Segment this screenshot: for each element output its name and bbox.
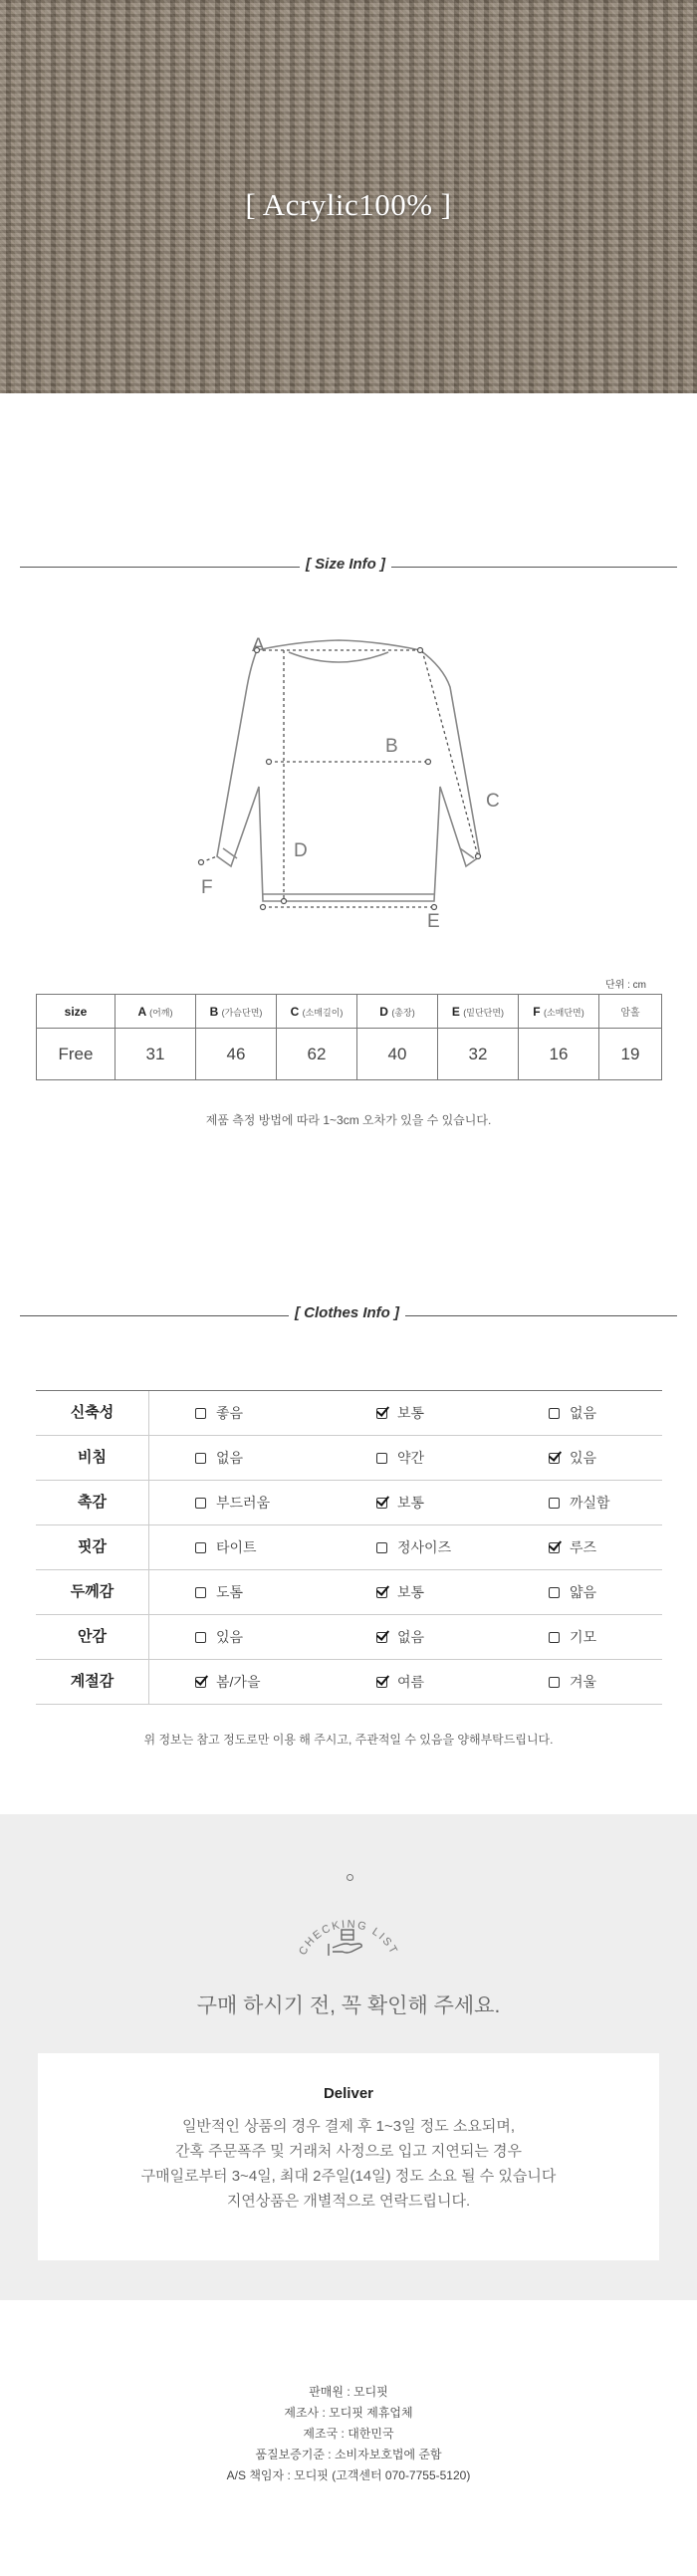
clothes-info-row: [36, 1391, 662, 1436]
clothes-info-option: [195, 1539, 257, 1555]
size-info-heading: [ Size Info ]: [300, 556, 391, 573]
option-label: 봄/가을: [216, 1674, 261, 1690]
deliver-line: 일반적인 상품의 경우 결제 후 1~3일 정도 소요되며,: [181, 2118, 516, 2135]
clothes-info-option: [549, 1495, 610, 1511]
cell-a: 31: [116, 1029, 196, 1080]
clothes-info-label: 촉감: [36, 1481, 149, 1524]
clothes-info-option: [195, 1629, 243, 1645]
checking-title: 구매 하시기 전, 꼭 확인해 주세요.: [196, 1994, 501, 2017]
header-a: A (어깨): [116, 995, 196, 1029]
clothes-info-option: [549, 1405, 596, 1421]
option-label: 약간: [397, 1450, 425, 1466]
checking-list-arc-text: CHECKING LIST: [297, 1918, 400, 1958]
clothes-info-row: [36, 1570, 662, 1615]
footer-line: 제조사 : 모디핏 제휴업체: [284, 2406, 413, 2420]
option-label: 보통: [397, 1495, 425, 1511]
material-title: [ Acrylic100% ]: [245, 187, 452, 222]
label-f: F: [201, 877, 213, 898]
empty-box-icon: [549, 1587, 560, 1598]
clothes-info-row: [36, 1481, 662, 1525]
clothes-info-option: [376, 1495, 424, 1511]
measure-c-line: [422, 650, 478, 856]
empty-box-icon: [376, 1453, 387, 1464]
cell-f: 16: [519, 1029, 599, 1080]
option-label: 없음: [570, 1405, 597, 1421]
deliver-title: Deliver: [323, 2085, 374, 2102]
option-label: 부드러움: [216, 1495, 271, 1511]
clothes-info-label: 두께감: [36, 1570, 149, 1614]
checked-box-icon: [195, 1677, 206, 1688]
clothes-info-option: [549, 1629, 596, 1645]
clothes-info-label: 안감: [36, 1615, 149, 1659]
empty-box-icon: [549, 1408, 560, 1419]
deliver-line: 지연상품은 개별적으로 연락드립니다.: [226, 2193, 471, 2210]
header-f: F (소매단면): [519, 995, 599, 1029]
clothes-info-option: [376, 1674, 424, 1690]
deliver-box: [38, 2053, 659, 2260]
option-label: 겨울: [570, 1674, 597, 1690]
option-label: 얇음: [570, 1584, 597, 1600]
clothes-info-option: [376, 1584, 424, 1600]
clothes-info-heading: [ Clothes Info ]: [289, 1304, 405, 1321]
hand-with-box-icon: [329, 1930, 361, 1956]
footer-line: 판매원 : 모디핏: [309, 2385, 388, 2399]
cell-e: 32: [438, 1029, 519, 1080]
clothes-info-label: 비침: [36, 1436, 149, 1480]
clothes-info-option: [549, 1584, 596, 1600]
knit-texture-hero: [0, 0, 697, 393]
clothes-info-option: [195, 1405, 243, 1421]
clothes-info-option: [376, 1405, 424, 1421]
header-d: D (총장): [357, 995, 438, 1029]
svg-text:CHECKING LIST: [297, 1919, 400, 1958]
option-label: 기모: [570, 1629, 597, 1645]
clothes-info-option: [549, 1539, 596, 1555]
size-table-header-row: [37, 995, 662, 1029]
empty-box-icon: [549, 1498, 560, 1509]
checked-box-icon: [549, 1542, 560, 1553]
clothes-info-row: [36, 1660, 662, 1705]
neckline: [289, 652, 388, 662]
clothes-info-option: [549, 1450, 596, 1466]
checked-box-icon: [376, 1632, 387, 1643]
checked-box-icon: [376, 1677, 387, 1688]
clothes-info-row: [36, 1436, 662, 1481]
empty-box-icon: [195, 1542, 206, 1553]
checking-list-badge: [289, 1892, 408, 1972]
header-armhole: 암홀: [599, 995, 662, 1029]
cell-b: 46: [196, 1029, 277, 1080]
empty-box-icon: [195, 1408, 206, 1419]
size-note: 제품 측정 방법에 따라 1~3cm 오차가 있을 수 있습니다.: [205, 1113, 492, 1127]
dot-ornament: [347, 1874, 353, 1881]
clothes-info-option: [376, 1450, 424, 1466]
option-label: 보통: [397, 1405, 425, 1421]
clothes-info-option: [376, 1629, 424, 1645]
seller-info-footer: [0, 2382, 697, 2486]
option-label: 보통: [397, 1584, 425, 1600]
clothes-info-option: [195, 1450, 243, 1466]
empty-box-icon: [549, 1677, 560, 1688]
checked-box-icon: [376, 1498, 387, 1509]
clothes-note: 위 정보는 참고 정도로만 이용 해 주시고, 주관적일 수 있음을 양해부탁드립니다.: [143, 1733, 554, 1747]
size-table: [36, 994, 662, 1080]
sweater-measure-diagram: [179, 627, 518, 936]
empty-box-icon: [195, 1587, 206, 1598]
option-label: 도톰: [216, 1584, 244, 1600]
clothes-info-option: [376, 1539, 451, 1555]
footer-line: 품질보증기준 : 소비자보호법에 준함: [255, 2448, 442, 2461]
header-size: size: [37, 995, 116, 1029]
option-label: 있음: [216, 1629, 244, 1645]
label-d: D: [294, 840, 308, 861]
cell-armhole: 19: [599, 1029, 662, 1080]
option-label: 없음: [216, 1450, 244, 1466]
clothes-info-row: [36, 1525, 662, 1570]
label-e: E: [427, 911, 440, 932]
checked-box-icon: [549, 1453, 560, 1464]
unit-label: 단위 : cm: [605, 980, 646, 991]
clothes-info-option: [195, 1495, 270, 1511]
clothes-info-label: 신축성: [36, 1391, 149, 1435]
checked-box-icon: [376, 1408, 387, 1419]
option-label: 여름: [397, 1674, 425, 1690]
deliver-line: 간혹 주문폭주 및 거래처 사정으로 입고 지연되는 경우: [175, 2143, 522, 2160]
option-label: 없음: [397, 1629, 425, 1645]
option-label: 루즈: [570, 1539, 597, 1555]
cell-size: Free: [37, 1029, 116, 1080]
label-b: B: [385, 736, 398, 757]
cell-c: 62: [277, 1029, 357, 1080]
label-c: C: [486, 791, 500, 812]
label-a: A: [252, 635, 265, 656]
option-label: 있음: [570, 1450, 597, 1466]
footer-line: A/S 책임자 : 모디핏 (고객센터 070-7755-5120): [226, 2468, 471, 2482]
clothes-info-row: [36, 1615, 662, 1660]
header-c: C (소매길이): [277, 995, 357, 1029]
option-label: 정사이즈: [397, 1539, 452, 1555]
sweater-outline: [217, 640, 480, 901]
clothes-info-label: 계절감: [36, 1660, 149, 1704]
empty-box-icon: [195, 1453, 206, 1464]
empty-box-icon: [195, 1498, 206, 1509]
header-b: B (가슴단면): [196, 995, 277, 1029]
deliver-text: [38, 2114, 659, 2214]
cell-d: 40: [357, 1029, 438, 1080]
option-label: 좋음: [216, 1405, 244, 1421]
checked-box-icon: [376, 1587, 387, 1598]
empty-box-icon: [549, 1632, 560, 1643]
footer-line: 제조국 : 대한민국: [303, 2427, 394, 2441]
size-table-row: [37, 1029, 662, 1080]
option-label: 까실함: [570, 1495, 610, 1511]
clothes-info-option: [195, 1584, 243, 1600]
deliver-line: 구매일로부터 3~4일, 최대 2주일(14일) 정도 소요 될 수 있습니다: [140, 2168, 557, 2185]
empty-box-icon: [195, 1632, 206, 1643]
empty-box-icon: [376, 1542, 387, 1553]
header-e: E (밑단단면): [438, 995, 519, 1029]
option-label: 타이트: [216, 1539, 257, 1555]
clothes-info-option: [195, 1674, 260, 1690]
clothes-info-option: [549, 1674, 596, 1690]
clothes-info-label: 핏감: [36, 1525, 149, 1569]
